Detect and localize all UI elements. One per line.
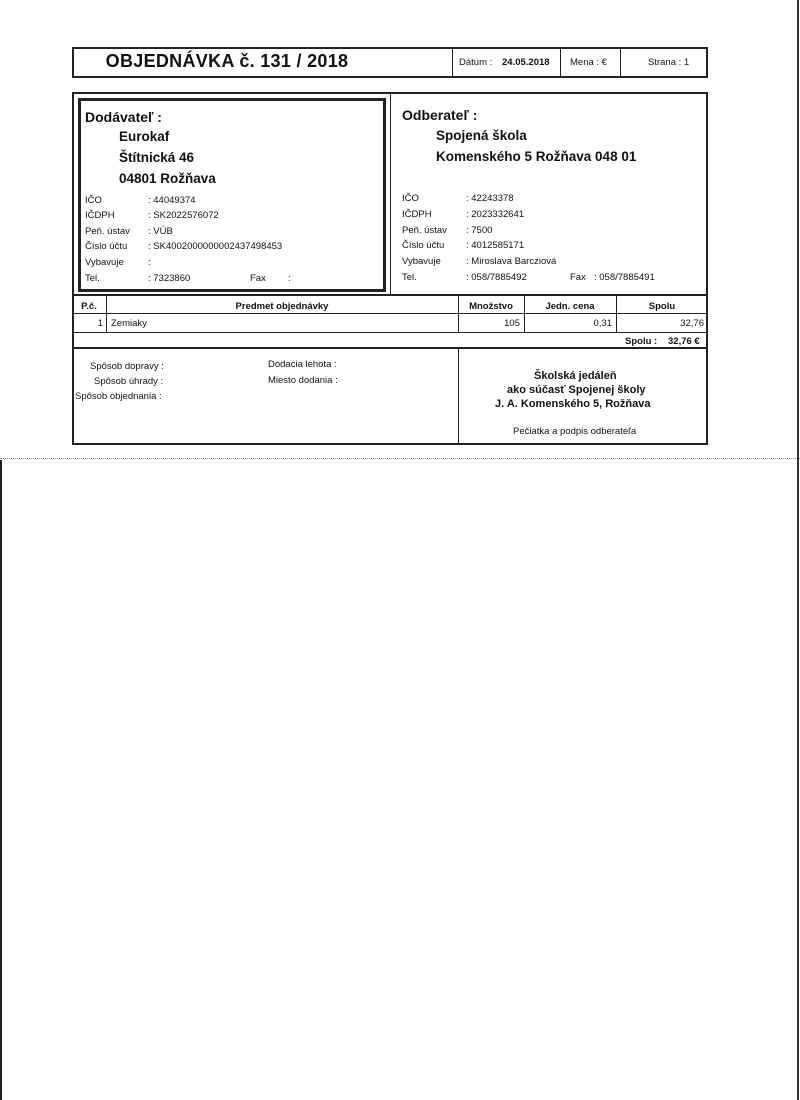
sum-label: Spolu :: [625, 336, 658, 347]
bottom-divider: [458, 349, 459, 445]
supplier-account-label: Číslo účtu: [85, 241, 128, 252]
supplier-bank-label: Peň. ústav: [85, 226, 130, 237]
row-number: 1: [97, 318, 103, 329]
delivery-place-label: Miesto dodania :: [268, 375, 338, 386]
col-header-total: Spolu: [648, 301, 676, 312]
supplier-fax-label: Fax: [250, 273, 266, 284]
delivery-term-label: Dodacia lehota :: [268, 359, 337, 370]
stamp-line-1: Školská jedáleň: [534, 370, 617, 382]
customer-bank-label: Peň. ústav: [402, 225, 447, 236]
supplier-street: Štítnická 46: [119, 150, 195, 165]
supplier-account: : SK4002000000002437498453: [148, 241, 283, 252]
signature-label: Pečiatka a podpis odberateľa: [513, 426, 637, 437]
customer-account-label: Číslo účtu: [402, 240, 445, 251]
col-header-qty: Množstvo: [469, 301, 513, 312]
table-header-rule: [72, 313, 708, 314]
header-divider: [620, 47, 621, 78]
customer-bank: : 7500: [466, 225, 493, 236]
supplier-ico-label: IČO: [85, 195, 102, 206]
supplier-phone-label: Tel.: [85, 273, 100, 284]
customer-icdph: : 2023332641: [466, 209, 525, 220]
page-number: Strana : 1: [648, 57, 690, 68]
customer-fax-label: Fax: [570, 272, 586, 283]
stamp-line-2: ako súčasť Spojenej školy: [507, 384, 646, 396]
customer-address: Komenského 5 Rožňava 048 01: [436, 149, 637, 164]
parties-divider: [390, 92, 391, 296]
customer-ico: : 42243378: [466, 193, 514, 204]
supplier-heading: Dodávateľ :: [85, 109, 162, 125]
order-date: 24.05.2018: [502, 57, 550, 68]
currency: Mena : €: [570, 57, 607, 68]
customer-name: Spojená škola: [436, 128, 527, 143]
row-quantity: 105: [504, 318, 520, 329]
customer-ico-label: IČO: [402, 193, 419, 204]
date-label: Dátum :: [459, 57, 493, 68]
row-total: 32,76: [680, 318, 704, 329]
supplier-icdph-label: IČDPH: [85, 210, 115, 221]
payment-label: Spôsob úhrady :: [94, 376, 164, 387]
scan-edge-top: [0, 458, 800, 459]
row-unit-price: 0,31: [593, 318, 612, 329]
supplier-icdph: : SK2022576072: [148, 210, 219, 221]
customer-account: : 4012585171: [466, 240, 525, 251]
order-method-label: Spôsob objednania :: [75, 391, 162, 402]
row-item: Zemiaky: [111, 318, 147, 329]
supplier-bank: : VÚB: [148, 226, 173, 237]
supplier-box: [78, 98, 386, 292]
table-row-rule: [72, 332, 708, 333]
col-header-no: P.č.: [81, 301, 97, 312]
scan-edge-left: [0, 460, 2, 1100]
customer-phone-label: Tel.: [402, 272, 417, 283]
supplier-phone: : 7323860: [148, 273, 191, 284]
customer-heading: Odberateľ :: [402, 107, 478, 123]
transport-label: Spôsob dopravy :: [90, 361, 164, 372]
stamp-line-3: J. A. Komenského 5, Rožňava: [495, 398, 651, 410]
supplier-contact: :: [148, 257, 151, 268]
sum-value: 32,76 €: [668, 336, 700, 347]
col-header-unit-price: Jedn. cena: [545, 301, 595, 312]
header-divider: [560, 47, 561, 78]
supplier-ico: : 44049374: [148, 195, 196, 206]
supplier-fax: :: [288, 273, 291, 284]
col-header-item: Predmet objednávky: [235, 301, 329, 312]
supplier-contact-label: Vybavuje: [85, 257, 124, 268]
customer-phone: : 058/7885492: [466, 272, 527, 283]
supplier-name: Eurokaf: [119, 129, 170, 144]
customer-icdph-label: IČDPH: [402, 209, 432, 220]
document-title: OBJEDNÁVKA č. 131 / 2018: [105, 51, 349, 71]
scan-edge-right: [797, 0, 799, 1100]
customer-fax: : 058/7885491: [594, 272, 655, 283]
customer-contact-label: Vybavuje: [402, 256, 441, 267]
customer-contact: : Miroslava Barcziová: [466, 256, 557, 267]
supplier-city: 04801 Rožňava: [119, 171, 216, 186]
